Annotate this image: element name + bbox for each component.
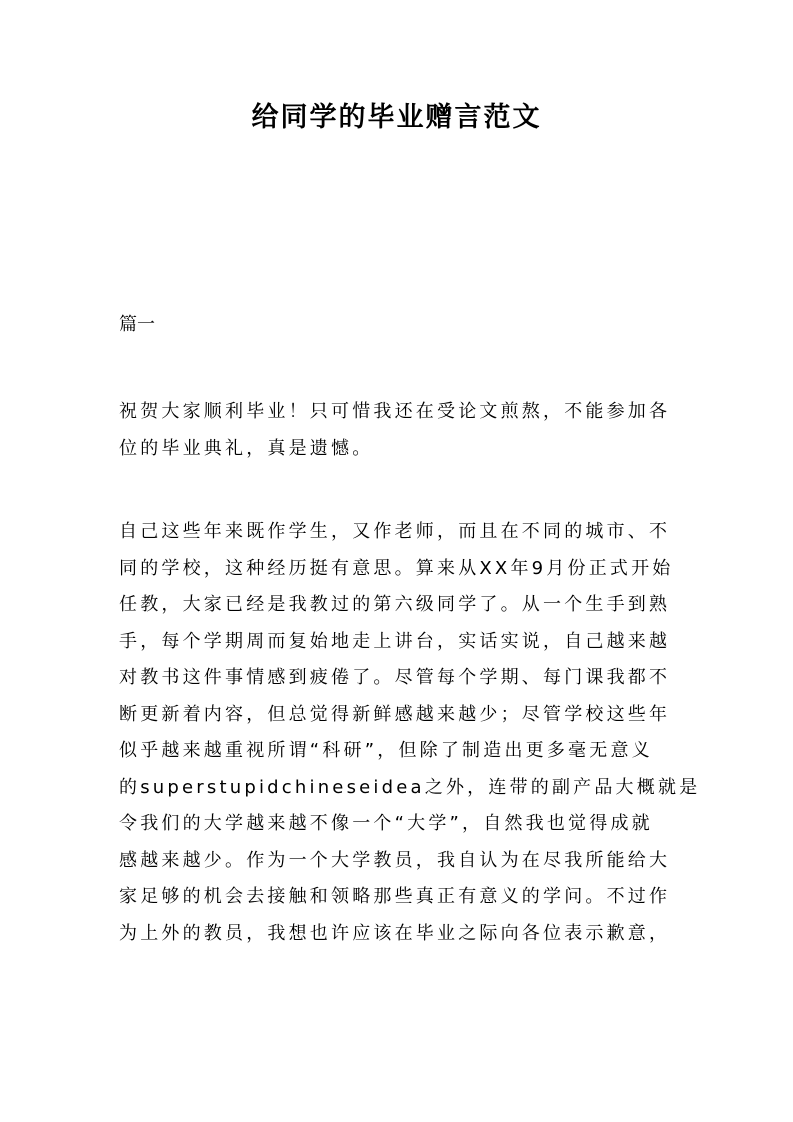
paragraph-line: 家足够的机会去接触和领略那些真正有意义的学问。不过作 bbox=[119, 886, 671, 907]
paragraph-line: 为上外的教员，我想也许应该在毕业之际向各位表示歉意， bbox=[119, 922, 671, 944]
paragraph-line: 自己这些年来既作学生，又作老师，而且在不同的城市、不 bbox=[119, 521, 671, 542]
paragraph-line: 对教书这件事情感到疲倦了。尽管每个学期、每门课我都不 bbox=[119, 667, 671, 688]
paragraph-line: 感越来越少。作为一个大学教员，我自认为在尽我所能给大 bbox=[119, 849, 671, 871]
paragraph-line: 手，每个学期周而复始地走上讲台，实话实说，自己越来越 bbox=[119, 630, 671, 652]
paragraph-line: 同的学校，这种经历挺有意思。算来从XX年9月份正式开始 bbox=[119, 557, 674, 579]
paragraph-line: 的superstupidchineseidea之外，连带的副产品大概就是 bbox=[119, 776, 701, 798]
paragraph-2 bbox=[119, 514, 701, 952]
paragraph-line: 祝贺大家顺利毕业！只可惜我还在受论文煎熬，不能参加各 bbox=[119, 401, 671, 422]
paragraph-line: 令我们的大学越来越不像一个“大学”，自然我也觉得成就 bbox=[119, 813, 653, 834]
section-label: 篇一 bbox=[119, 314, 155, 335]
document-title: 给同学的毕业赠言范文 bbox=[251, 102, 542, 133]
paragraph-1 bbox=[119, 394, 679, 467]
paragraph-line: 断更新着内容，但总觉得新鲜感越来越少；尽管学校这些年 bbox=[119, 703, 671, 725]
paragraph-line: 似乎越来越重视所谓“科研”，但除了制造出更多毫无意义 bbox=[119, 740, 653, 761]
paragraph-line: 任教，大家已经是我教过的第六级同学了。从一个生手到熟 bbox=[119, 594, 671, 615]
paragraph-line: 位的毕业典礼，真是遗憾。 bbox=[119, 437, 374, 459]
